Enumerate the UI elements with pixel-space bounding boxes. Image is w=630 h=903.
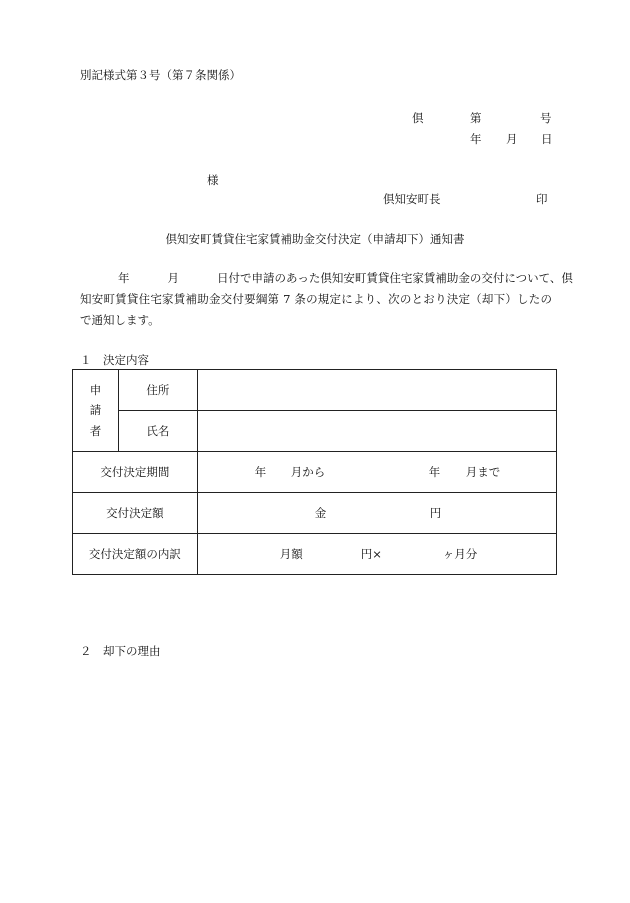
body-line-2: 知安町賃貸住宅家賃補助金交付要綱第 7 条の規定により、次のとおり決定（却下）したの (80, 292, 552, 306)
table-row-address (73, 370, 557, 411)
applicant-char-1: 申 (89, 383, 102, 398)
body-line-1-text: 日付で申請のあった倶知安町賃貸住宅家賃補助金の交付について、倶 (217, 271, 573, 285)
body-line-1 (80, 271, 573, 285)
body-year: 年 (118, 271, 130, 285)
date-month: 月 (506, 132, 518, 146)
date-year: 年 (470, 132, 482, 146)
table-row-amount (73, 493, 557, 534)
breakdown-yen-times: 円× (360, 547, 382, 561)
table-row-breakdown (73, 534, 557, 575)
period-start-year: 年 (254, 465, 267, 479)
applicant-char-2: 請 (89, 403, 102, 418)
period-value-cell[interactable] (197, 452, 556, 493)
body-month: 月 (167, 271, 179, 285)
form-number: 別記様式第３号（第７条関係） (80, 68, 241, 82)
doc-number-prefix: 倶 (412, 111, 424, 125)
table-row-period (73, 452, 557, 493)
body-line-3: で通知します。 (80, 313, 160, 327)
address-value-cell[interactable] (197, 370, 556, 411)
document-title: 倶知安町賃貸住宅家賃補助金交付決定（申請却下）通知書 (165, 232, 465, 246)
period-end-month: 月まで (465, 465, 501, 479)
period-label: 交付決定期間 (73, 452, 198, 493)
amount-kin: 金 (314, 506, 327, 520)
applicant-char-3: 者 (89, 423, 102, 438)
breakdown-monthly: 月額 (279, 547, 303, 561)
name-label: 氏名 (118, 411, 197, 452)
breakdown-label: 交付決定額の内訳 (73, 534, 198, 575)
amount-value-cell[interactable] (197, 493, 556, 534)
breakdown-months: ヶ月分 (442, 547, 478, 561)
issuer-name: 倶知安町長 (383, 192, 441, 206)
period-end-year: 年 (428, 465, 441, 479)
section-2-heading: ２ 却下の理由 (80, 644, 161, 658)
date-day: 日 (541, 132, 553, 146)
period-start-month: 月から (290, 465, 326, 479)
name-value-cell[interactable] (197, 411, 556, 452)
table-row-name (73, 411, 557, 452)
seal-mark: 印 (536, 192, 548, 206)
breakdown-value-cell[interactable] (197, 534, 556, 575)
address-label: 住所 (118, 370, 197, 411)
decision-table (72, 369, 557, 575)
amount-yen: 円 (429, 506, 442, 520)
amount-label: 交付決定額 (73, 493, 198, 534)
applicant-label (73, 370, 119, 452)
doc-number-dai: 第 (470, 111, 482, 125)
section-1-heading: １ 決定内容 (80, 353, 149, 367)
recipient-suffix: 様 (207, 173, 219, 187)
doc-number-go: 号 (540, 111, 552, 125)
